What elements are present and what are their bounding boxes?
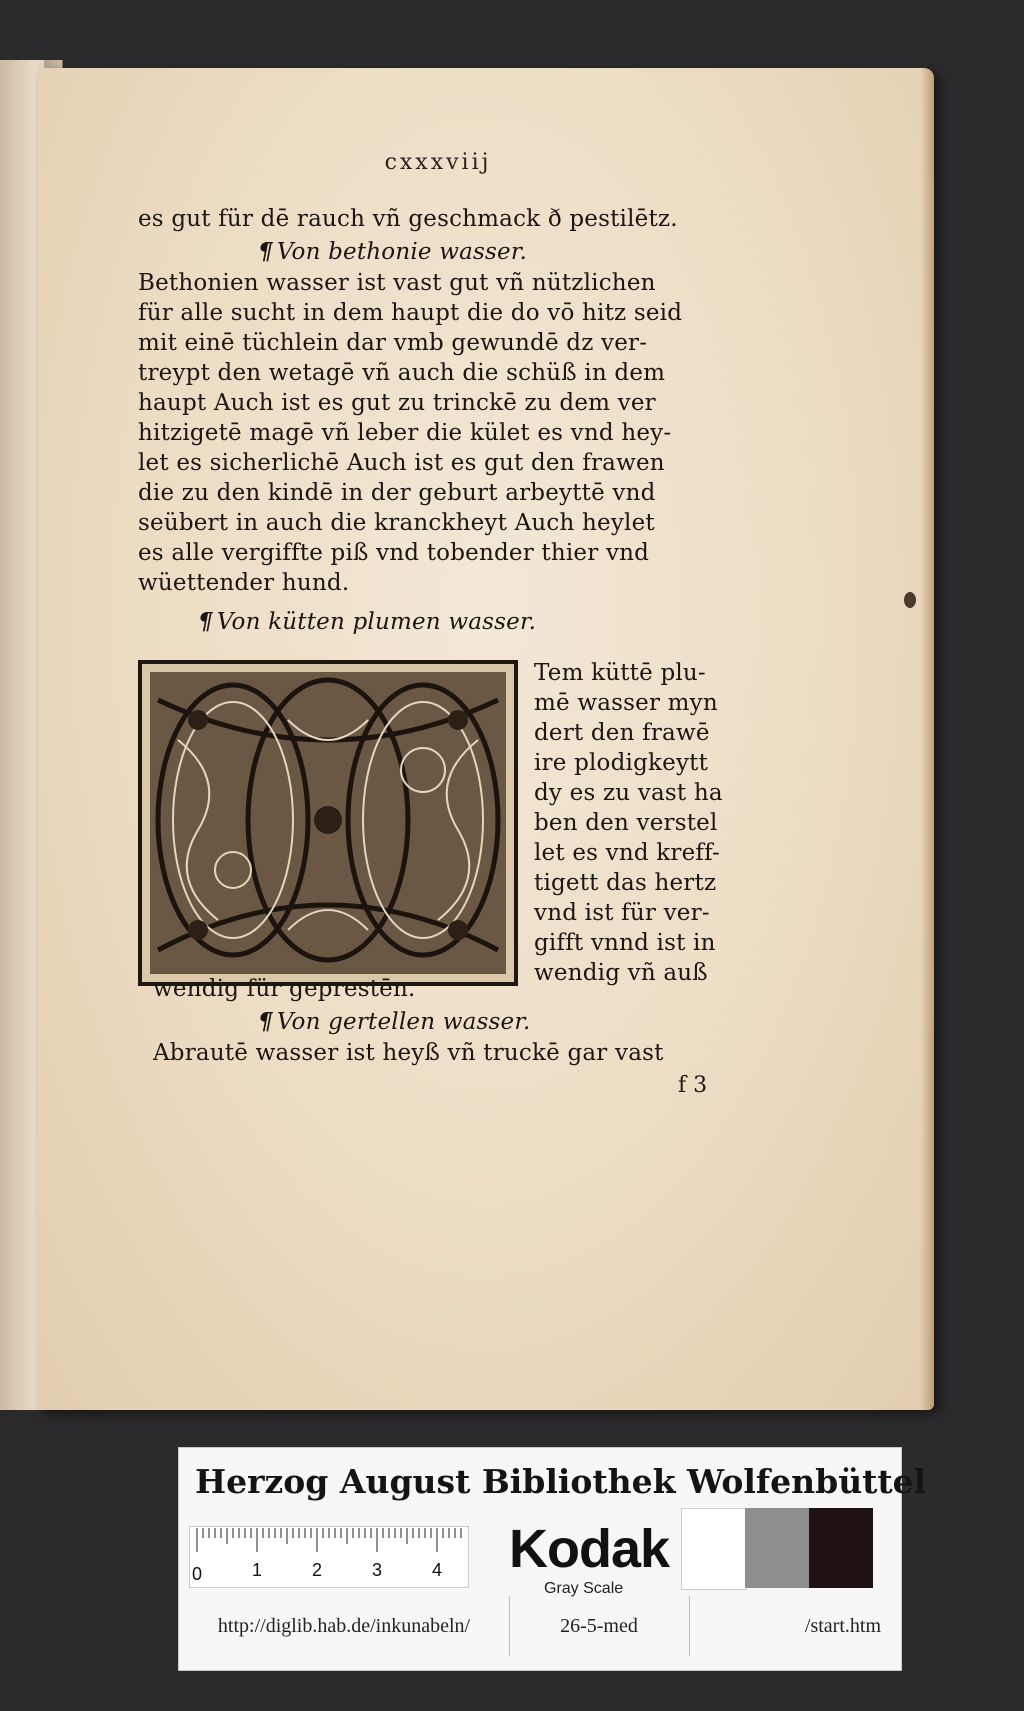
text-line-11: wüettender hund. bbox=[138, 570, 350, 596]
ruler-label-0: 0 bbox=[192, 1564, 203, 1584]
pilcrow-icon: ¶ bbox=[258, 1008, 273, 1035]
side-line-3: ire plodigkeytt bbox=[534, 750, 709, 776]
ruler-label-3: 3 bbox=[372, 1560, 383, 1580]
text-line-5: haupt Auch ist es gut zu trinckē zu dem ver bbox=[138, 390, 656, 416]
folio-number: cxxxviij bbox=[384, 150, 492, 175]
gray-scale-label: Gray Scale bbox=[544, 1580, 624, 1597]
after-line-1: wendig für geprestēn. bbox=[153, 976, 416, 1002]
heading-bethonie-text: Von bethonie wasser. bbox=[276, 239, 528, 265]
side-line-1: mē wasser myn bbox=[534, 690, 718, 716]
library-name: Herzog August Bibliothek Wolfenbüttel bbox=[195, 1462, 927, 1501]
gray-patch-white bbox=[681, 1508, 747, 1590]
side-line-2: dert den frawē bbox=[534, 720, 710, 746]
ruler-label-1: 1 bbox=[252, 1560, 263, 1580]
side-line-6: let es vnd kreff- bbox=[534, 840, 721, 866]
text-line-7: let es sicherlichē Auch ist es gut den frawen bbox=[138, 450, 665, 476]
text-line-3: mit einē tüchlein dar vmb gewundē dz ver- bbox=[138, 330, 648, 356]
ruler-scale bbox=[189, 1526, 469, 1588]
page-stain bbox=[904, 592, 916, 608]
side-line-5: ben den verstel bbox=[534, 810, 718, 836]
pilcrow-icon: ¶ bbox=[198, 608, 213, 635]
heading-kutten-text: Von kütten plumen wasser. bbox=[216, 609, 537, 635]
text-line-0: es gut für dē rauch vñ geschmack ð pestilētz. bbox=[138, 206, 678, 232]
gray-patch-mid bbox=[745, 1508, 809, 1588]
url-label: http://diglib.hab.de/inkunabeln/ bbox=[179, 1596, 510, 1656]
heading-gertellen bbox=[258, 1008, 531, 1035]
side-line-4: dy es zu vast ha bbox=[534, 780, 723, 806]
shelfmark-label: 26-5-med bbox=[509, 1596, 690, 1656]
after-line-2: Abrautē wasser ist heyß vñ truckē gar vast bbox=[153, 1040, 664, 1066]
pilcrow-icon: ¶ bbox=[258, 238, 273, 265]
heading-kutten bbox=[198, 608, 536, 635]
gray-patch-black bbox=[809, 1508, 873, 1588]
heading-bethonie bbox=[258, 238, 527, 265]
side-line-7: tigett das hertz bbox=[534, 870, 717, 896]
text-line-1: Bethonien wasser ist vast gut vñ nützlichen bbox=[138, 270, 656, 296]
text-line-4: treypt den wetagē vñ auch die schüß in dem bbox=[138, 360, 666, 386]
book-page bbox=[38, 68, 934, 1410]
heading-gertellen-text: Von gertellen wasser. bbox=[276, 1009, 531, 1035]
signature-mark: f 3 bbox=[678, 1073, 708, 1098]
side-line-8: vnd ist für ver- bbox=[534, 900, 710, 926]
text-line-2: für alle sucht in dem haupt die do vō hitz seid bbox=[138, 300, 683, 326]
ruler-label-4: 4 bbox=[432, 1560, 443, 1580]
left-page-bottom bbox=[0, 1410, 72, 1711]
woodcut-initial-image bbox=[138, 660, 518, 986]
text-line-9: seübert in auch die kranckheyt Auch heylet bbox=[138, 510, 655, 536]
side-line-10: wendig vñ auß bbox=[534, 960, 708, 986]
page-edge-shading bbox=[920, 68, 934, 1410]
color-target-card bbox=[178, 1447, 927, 1671]
ruler-label-2: 2 bbox=[312, 1560, 323, 1580]
text-line-10: es alle vergiffte piß vnd tobender thier vnd bbox=[138, 540, 650, 566]
text-line-6: hitzigetē magē vñ leber die kület es vnd hey- bbox=[138, 420, 672, 446]
page-file-label: /start.htm bbox=[804, 1614, 881, 1637]
side-line-0: Tem küttē plu- bbox=[534, 660, 706, 686]
kodak-logo: Kodak bbox=[509, 1519, 670, 1579]
side-line-9: gifft vnnd ist in bbox=[534, 930, 716, 956]
text-line-8: die zu den kindē in der geburt arbeyttē vnd bbox=[138, 480, 656, 506]
